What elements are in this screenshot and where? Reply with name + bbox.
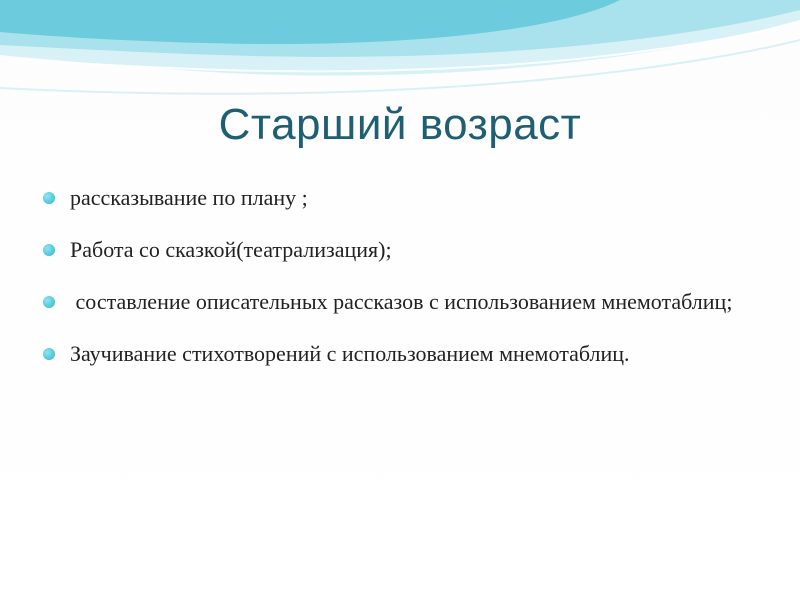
bullet-item: [40, 328, 760, 380]
bullet-item: [40, 276, 760, 328]
bullet-list: [40, 172, 760, 380]
bullet-text: рассказывание по плану ;: [70, 185, 308, 210]
bullet-text: Заучивание стихотворений с использованием мнемотаблиц.: [70, 341, 630, 366]
bullet-item: [40, 224, 760, 276]
bullet-dot-icon: [43, 348, 55, 360]
wave-decoration: [0, 0, 800, 110]
bullet-text: составление описательных рассказов с использованием мнемотаблиц;: [70, 289, 733, 314]
bullet-dot-icon: [43, 296, 55, 308]
bullet-dot-icon: [43, 244, 55, 256]
bullet-item: [40, 172, 760, 224]
bullet-text: Работа со сказкой(театрализация);: [70, 237, 392, 262]
bullet-dot-icon: [43, 192, 55, 204]
slide-title: Старший возраст: [218, 100, 582, 149]
